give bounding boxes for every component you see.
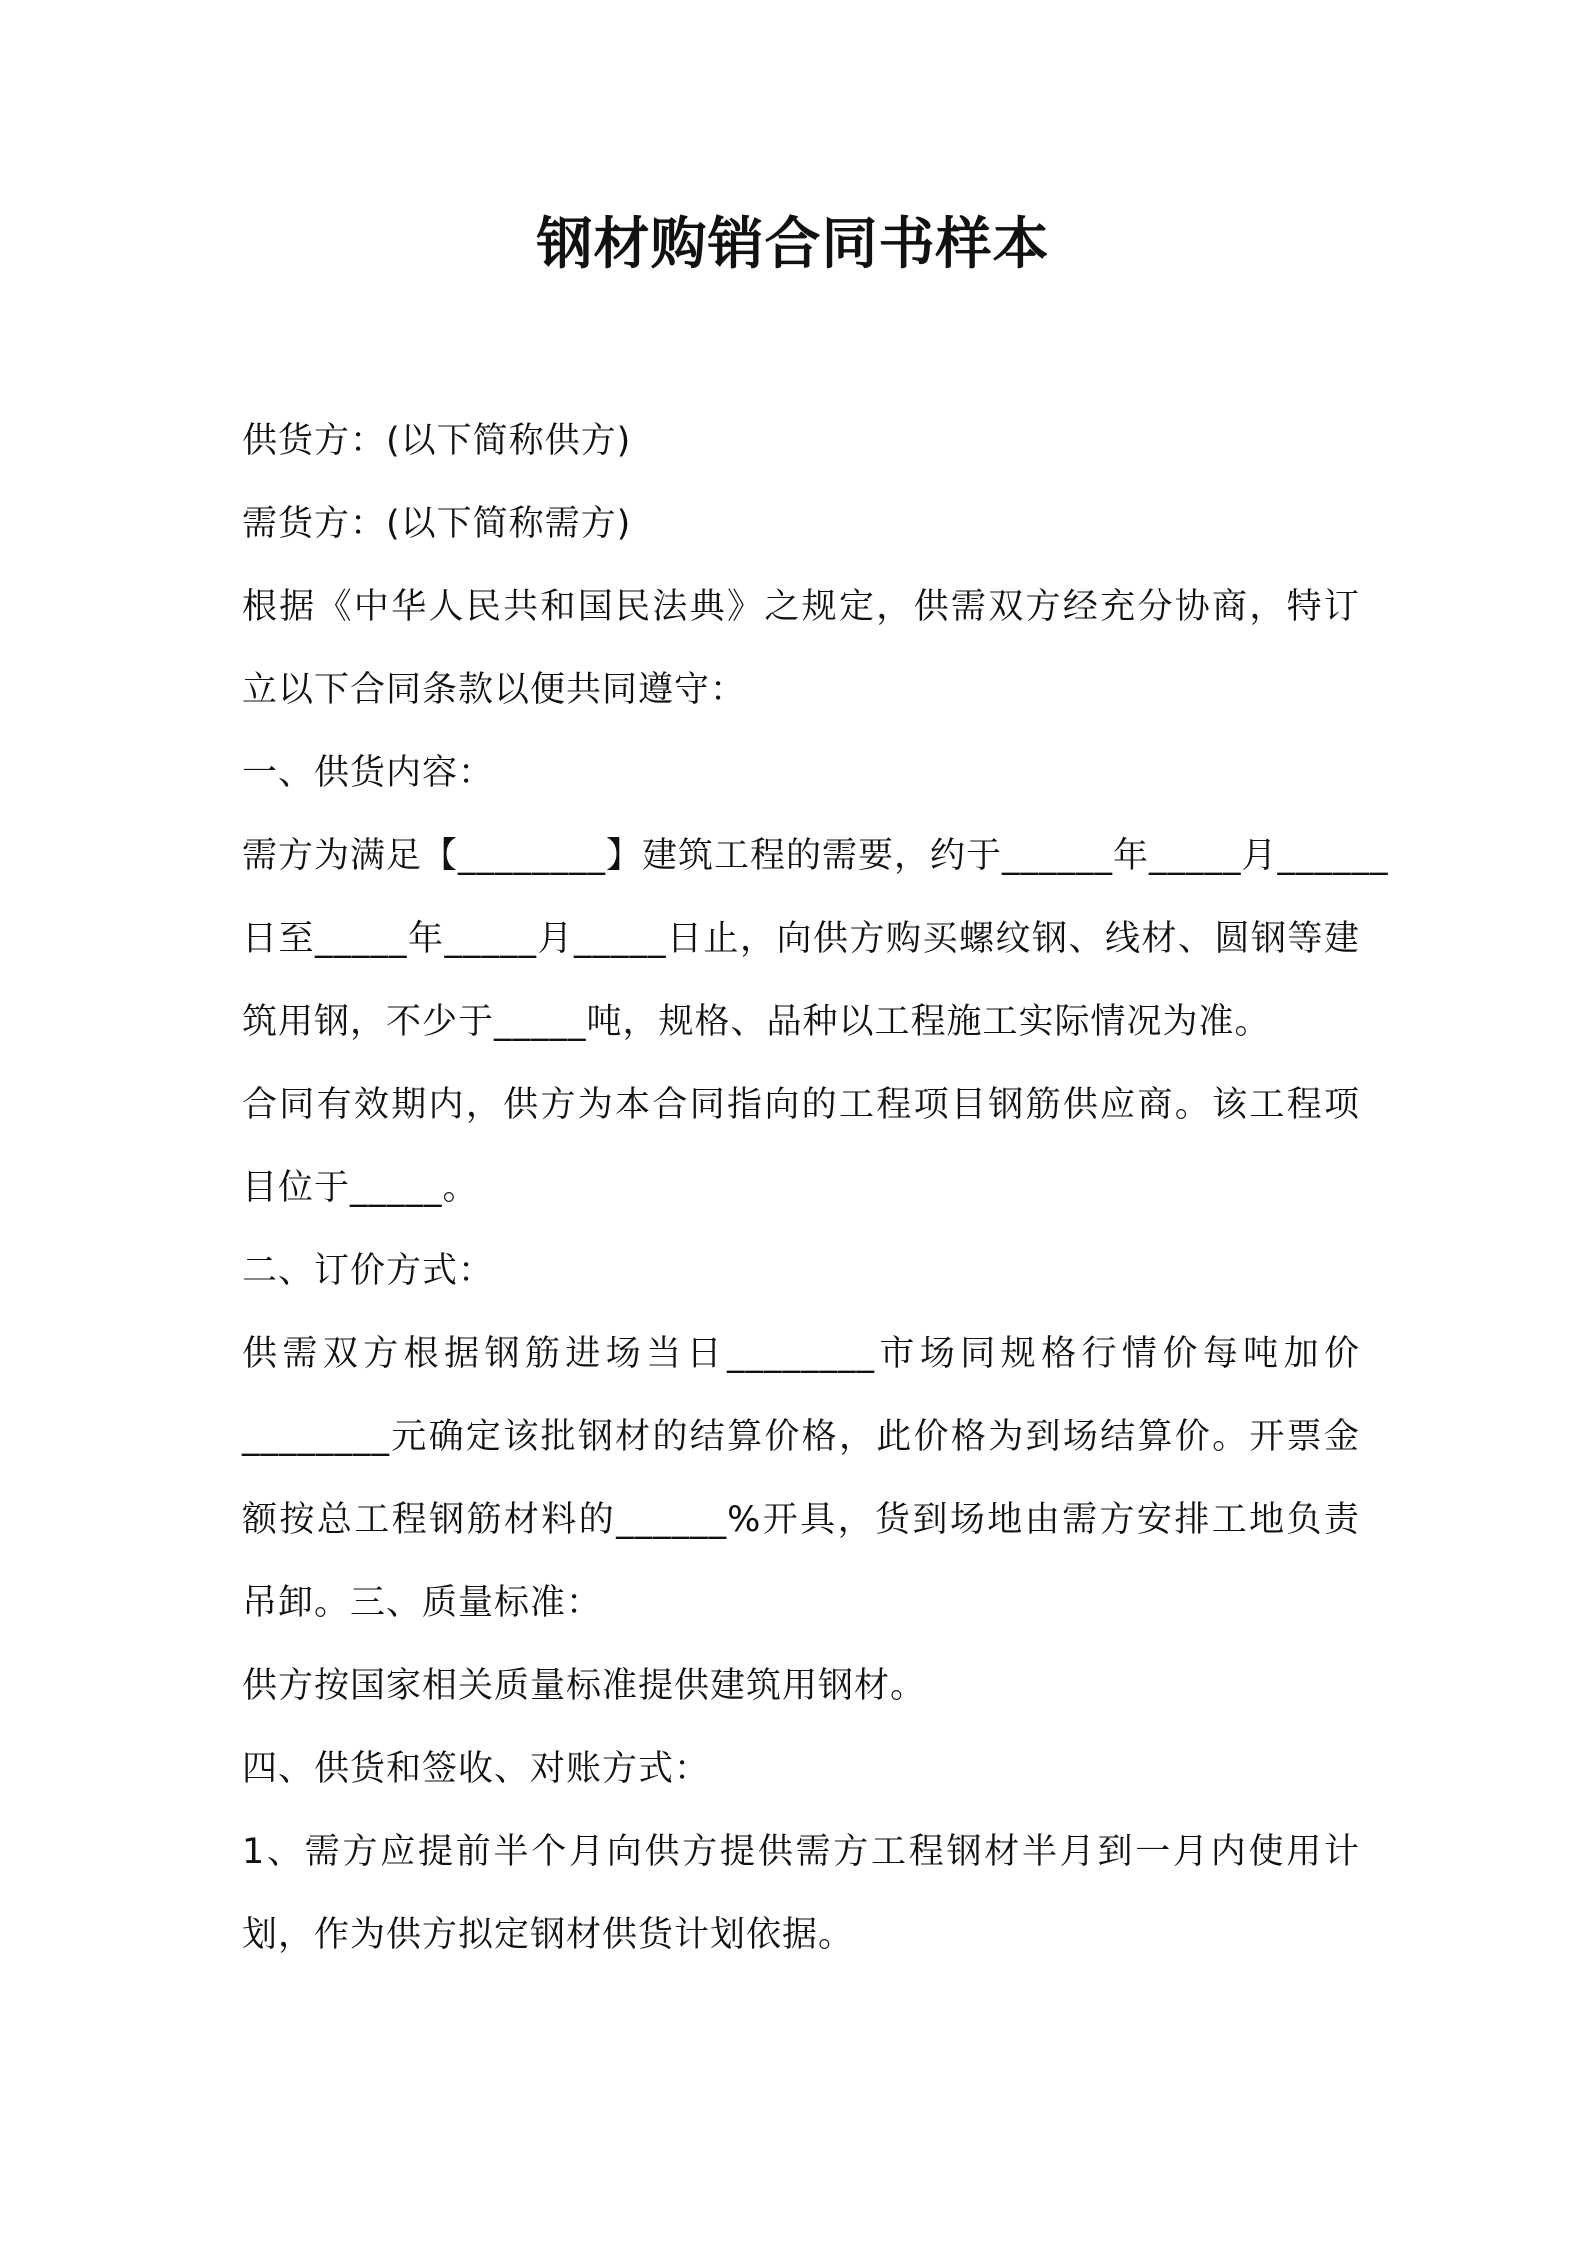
- pricing-line-3: 额按总工程钢筋材料的______%开具，货到场地由需方安排工地负责: [242, 1500, 1360, 1540]
- preamble-line-2: 立以下合同条款以便共同遵守：: [242, 670, 747, 710]
- supply-content-line-2: 日至_____年_____月_____日止，向供方购买螺纹钢、线材、圆钢等建: [242, 919, 1360, 959]
- preamble-line-1: 根据《中华人民共和国民法典》之规定，供需双方经充分协商，特订: [242, 587, 1360, 627]
- supply-content-line-3: 筑用钢，不少于_____吨，规格、品种以工程施工实际情况为准。: [242, 1002, 1271, 1042]
- buyer-line: 需货方：(以下简称需方): [242, 504, 632, 544]
- validity-line-1: 合同有效期内，供方为本合同指向的工程项目钢筋供应商。该工程项: [242, 1085, 1360, 1125]
- validity-line-2: 目位于_____。: [242, 1168, 479, 1208]
- supplier-line: 供货方：(以下简称供方): [242, 421, 632, 461]
- delivery-item-1-line-1: 1、需方应提前半个月向供方提供需方工程钢材半月到一月内使用计: [242, 1832, 1360, 1872]
- supply-content-line-1: 需方为满足【________】建筑工程的需要，约于______年_____月______: [242, 836, 1389, 876]
- delivery-item-1-line-2: 划，作为供方拟定钢材供货计划依据。: [242, 1915, 855, 1955]
- section-heading-supply-content: 一、供货内容：: [242, 753, 495, 793]
- pricing-line-1: 供需双方根据钢筋进场当日________市场同规格行情价每吨加价: [242, 1334, 1360, 1374]
- quality-standard-line: 供方按国家相关质量标准提供建筑用钢材。: [242, 1666, 927, 1706]
- section-heading-pricing: 二、订价方式：: [242, 1251, 495, 1291]
- pricing-line-4: 吊卸。三、质量标准：: [242, 1583, 603, 1623]
- pricing-line-2: ________元确定该批钢材的结算价格，此价格为到场结算价。开票金: [242, 1417, 1360, 1457]
- section-heading-delivery: 四、供货和签收、对账方式：: [242, 1749, 711, 1789]
- document-body: [242, 400, 1389, 1977]
- document-title: 钢材购销合同书样本: [536, 212, 1050, 277]
